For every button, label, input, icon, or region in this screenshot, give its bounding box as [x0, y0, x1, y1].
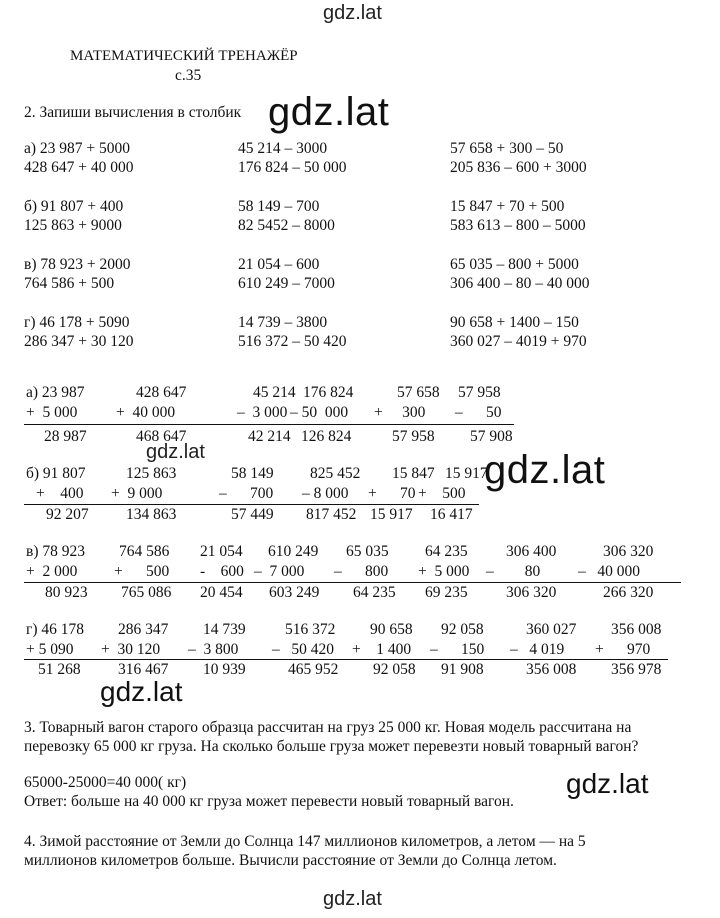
expr: 583 613 – 800 – 5000 — [450, 217, 586, 234]
col-result: 316 467 — [118, 661, 169, 678]
col-top: 14 739 — [203, 621, 246, 638]
page-title: МАТЕМАТИЧЕСКИЙ ТРЕНАЖЁР — [70, 48, 298, 64]
col-result: 603 249 — [269, 584, 320, 601]
col-top: 610 249 — [268, 543, 319, 560]
col-top: 90 658 — [370, 621, 413, 638]
expr: б) 91 807 + 400 — [24, 198, 124, 215]
col-result: 91 908 — [441, 661, 484, 678]
col-operand: – 8 000 — [302, 485, 349, 502]
col-top: б) 91 807 — [26, 465, 86, 482]
expr: 45 214 – 3000 — [238, 140, 328, 157]
col-result: 468 647 — [136, 428, 187, 445]
expr: 82 5452 – 8000 — [238, 217, 335, 234]
col-operand: – 3 000 — [237, 404, 288, 421]
col-top: 306 400 — [506, 543, 557, 560]
col-operand: + 970 — [595, 641, 651, 658]
task4-text-line2: миллионов километров больше. Вычисли расстояние от Земли до Солнца летом. — [24, 852, 557, 869]
col-result: 20 454 — [200, 584, 243, 601]
expr: 764 586 + 500 — [24, 275, 115, 292]
col-operand: + 5 000 — [418, 563, 470, 580]
col-result: 51 268 — [38, 661, 81, 678]
expr: 286 347 + 30 120 — [24, 333, 134, 350]
watermark-bottom: gdz.lat — [323, 888, 382, 910]
col-operand: + 1 400 — [352, 641, 412, 658]
col-top: а) 23 987 — [26, 384, 85, 401]
col-operand: – 50 000 — [290, 404, 349, 421]
col-operand: + 500 — [114, 563, 170, 580]
col-operand: – 3 800 — [188, 641, 239, 658]
col-operand: – 700 — [219, 485, 274, 502]
col-operand: – 50 — [455, 404, 502, 421]
col-top: 286 347 — [118, 621, 169, 638]
col-operand: - 600 — [200, 563, 244, 580]
expr: 360 027 – 4019 + 970 — [450, 333, 587, 350]
col-result: 42 214 — [248, 428, 291, 445]
col-result: 134 863 — [126, 506, 177, 523]
col-result: 126 824 — [301, 428, 352, 445]
expr: 14 739 – 3800 — [238, 314, 328, 331]
col-operand: + 400 — [36, 485, 84, 502]
expr: в) 78 923 + 2000 — [24, 256, 131, 273]
task4-text-line1: 4. Зимой расстояние от Земли до Солнца 147 миллионов километров, а летом — на 5 — [24, 833, 586, 850]
col-top: 764 586 — [119, 543, 170, 560]
col-operand: + 70 — [368, 485, 416, 502]
col-top: 57 958 — [458, 384, 501, 401]
col-top: 360 027 — [526, 621, 577, 638]
col-result: 16 417 — [430, 506, 473, 523]
col-top: 825 452 — [310, 465, 361, 482]
col-result: 92 058 — [373, 661, 416, 678]
col-top: 58 149 — [231, 465, 274, 482]
col-result: 817 452 — [306, 506, 357, 523]
col-operand: – 7 000 — [254, 563, 305, 580]
col-operand: – 150 — [430, 641, 485, 658]
col-result: 69 235 — [425, 584, 468, 601]
col-result: 57 908 — [470, 428, 513, 445]
page-number: с.35 — [175, 67, 202, 84]
col-result: 15 917 — [370, 506, 413, 523]
col-operand: + 300 — [374, 404, 426, 421]
col-result: 765 086 — [121, 584, 172, 601]
expr: 205 836 – 600 + 3000 — [450, 159, 587, 176]
col-result: 92 207 — [46, 506, 89, 523]
col-operand: + 5 000 — [26, 404, 78, 421]
col-top: 21 054 — [200, 543, 243, 560]
col-top: в) 78 923 — [26, 543, 85, 560]
col-result: 465 952 — [288, 661, 339, 678]
watermark-task2: gdz.lat — [268, 90, 390, 134]
col-result: 57 449 — [231, 506, 274, 523]
col-top: 356 008 — [611, 621, 662, 638]
expr: 90 658 + 1400 – 150 — [450, 314, 579, 331]
col-top: 65 035 — [346, 543, 389, 560]
expr: 58 149 – 700 — [238, 198, 320, 215]
expr: 21 054 – 600 — [238, 256, 320, 273]
col-top: 15 917 — [445, 465, 488, 482]
col-operand: – 800 — [334, 563, 389, 580]
col-operand: + 2 000 — [26, 563, 78, 580]
col-top: 15 847 — [392, 465, 435, 482]
col-result: 80 923 — [45, 584, 88, 601]
expr: 57 658 + 300 – 50 — [450, 140, 564, 157]
task2-title: 2. Запиши вычисления в столбик — [24, 104, 242, 121]
col-top: 306 320 — [603, 543, 654, 560]
watermark-mid-small: gdz.lat — [146, 441, 205, 463]
task3-answer: Ответ: больше на 40 000 кг груза может перевести новый товарный вагон. — [24, 793, 514, 810]
col-top: 428 647 — [136, 384, 187, 401]
expr: 610 249 – 7000 — [238, 275, 335, 292]
col-top: 57 658 — [397, 384, 440, 401]
col-operand: + 5 090 — [26, 641, 74, 658]
col-result: 356 978 — [611, 661, 662, 678]
col-top: 45 214 — [253, 384, 296, 401]
col-top: 125 863 — [126, 465, 177, 482]
watermark-mid-right: gdz.lat — [484, 448, 606, 492]
watermark-top: gdz.lat — [323, 2, 382, 24]
watermark-task3-right: gdz.lat — [566, 768, 649, 799]
col-top: г) 46 178 — [26, 621, 85, 638]
col-operand: + 30 120 — [101, 641, 161, 658]
task3-solution: 65000-25000=40 000( кг) — [24, 774, 187, 791]
col-top: 92 058 — [441, 621, 484, 638]
col-operand: – 50 420 — [272, 641, 334, 658]
col-result: 28 987 — [44, 428, 87, 445]
col-result: 64 235 — [353, 584, 396, 601]
col-result: 306 320 — [506, 584, 557, 601]
col-operand: – 40 000 — [578, 563, 640, 580]
expr: 15 847 + 70 + 500 — [450, 198, 565, 215]
col-operand: – 80 — [486, 563, 541, 580]
col-operand: + 9 000 — [111, 485, 163, 502]
watermark-lower-left: gdz.lat — [100, 676, 183, 707]
column-line — [24, 424, 514, 425]
expr: 176 824 – 50 000 — [238, 159, 347, 176]
task3-text-line1: 3. Товарный вагон старого образца рассчитан на груз 25 000 кг. Новая модель рассчитана на — [24, 719, 632, 736]
col-top: 176 824 — [303, 384, 354, 401]
expr: 125 863 + 9000 — [24, 217, 122, 234]
col-operand: + 500 — [418, 485, 466, 502]
col-result: 356 008 — [526, 661, 577, 678]
task3-text-line2: перевозку 65 000 кг груза. На сколько больше груза может перевезти новый товарный вагон? — [24, 738, 639, 755]
expr: а) 23 987 + 5000 — [24, 140, 131, 157]
col-operand: + 40 000 — [116, 404, 176, 421]
col-top: 64 235 — [425, 543, 468, 560]
col-result: 10 939 — [203, 661, 246, 678]
expr: г) 46 178 + 5090 — [24, 314, 130, 331]
col-result: 57 958 — [392, 428, 435, 445]
expr: 516 372 – 50 420 — [238, 333, 347, 350]
col-result: 266 320 — [603, 584, 654, 601]
col-top: 516 372 — [285, 621, 336, 638]
expr: 306 400 – 80 – 40 000 — [450, 275, 590, 292]
expr: 65 035 – 800 + 5000 — [450, 256, 579, 273]
col-operand: – 4 019 — [510, 641, 565, 658]
expr: 428 647 + 40 000 — [24, 159, 134, 176]
